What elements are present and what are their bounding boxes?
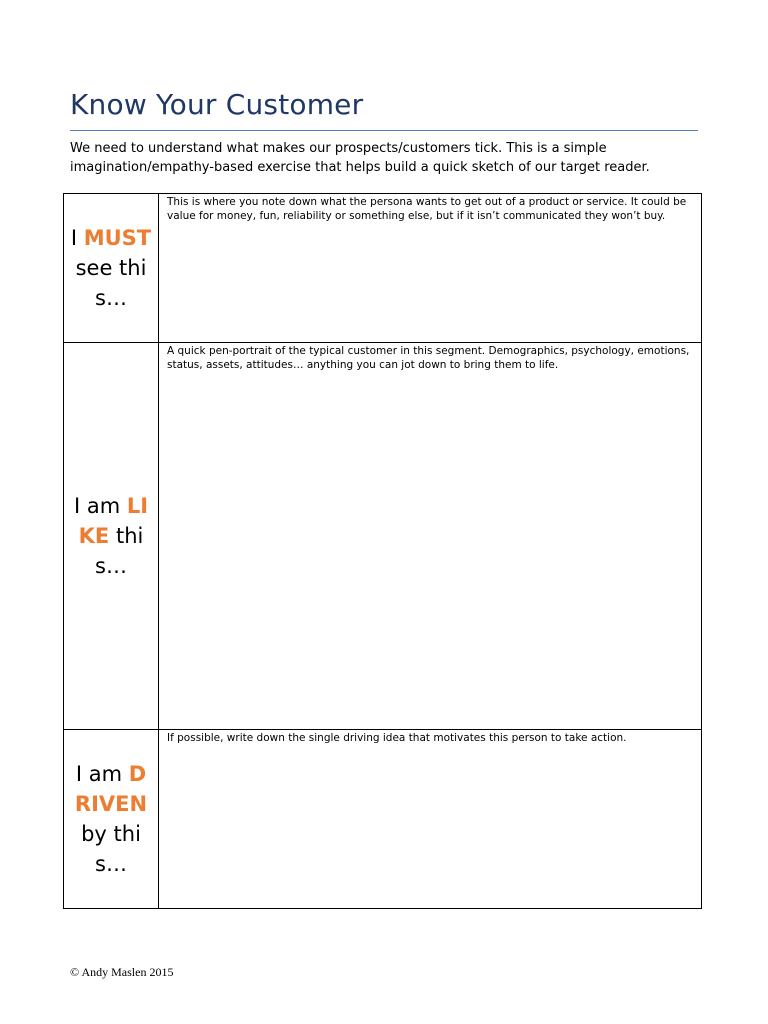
row-label-like-this [64,343,159,730]
row-label-must-see [64,194,159,343]
label-emphasis: MUST [83,226,152,250]
row-label-driven-by [64,730,159,909]
table-row-driven-by [64,730,702,909]
response-cell-driven-by[interactable] [159,730,702,909]
label-prefix: I am [75,762,129,786]
label-emphasis: DRIVEN [74,762,148,816]
hint-text: A quick pen-portrait of the typical customer in this segment. Demographics, psychology, emotions, status, assets, attitudes… anything you can jot down to bring them to life. [167,345,690,371]
label-prefix: I [70,226,84,250]
table-row-must-see [64,194,702,343]
label-suffix: by this… [81,822,141,876]
persona-worksheet-table [63,193,702,909]
response-cell-must-see[interactable] [159,194,702,343]
copyright-footer: © Andy Maslen 2015 [70,965,174,979]
label-suffix: this… [95,524,144,578]
table-row-like-this [64,343,702,730]
label-prefix: I am [73,494,127,518]
label-suffix: see this… [75,256,147,310]
intro-paragraph: We need to understand what makes our prospects/customers tick. This is a simple imagination/empathy-based exercise that helps build a quick sketch of our target reader. [70,141,650,175]
page-title: Know Your Customer [70,88,364,121]
response-cell-like-this[interactable] [159,343,702,730]
title-divider [70,130,698,131]
hint-text: If possible, write down the single driving idea that motivates this person to take action. [167,732,627,744]
hint-text: This is where you note down what the persona wants to get out of a product or service. It could be value for money, fun, reliability or something else, but if it isn’t communicated they won’t buy. [167,196,687,222]
label-emphasis: LIKE [78,494,149,548]
